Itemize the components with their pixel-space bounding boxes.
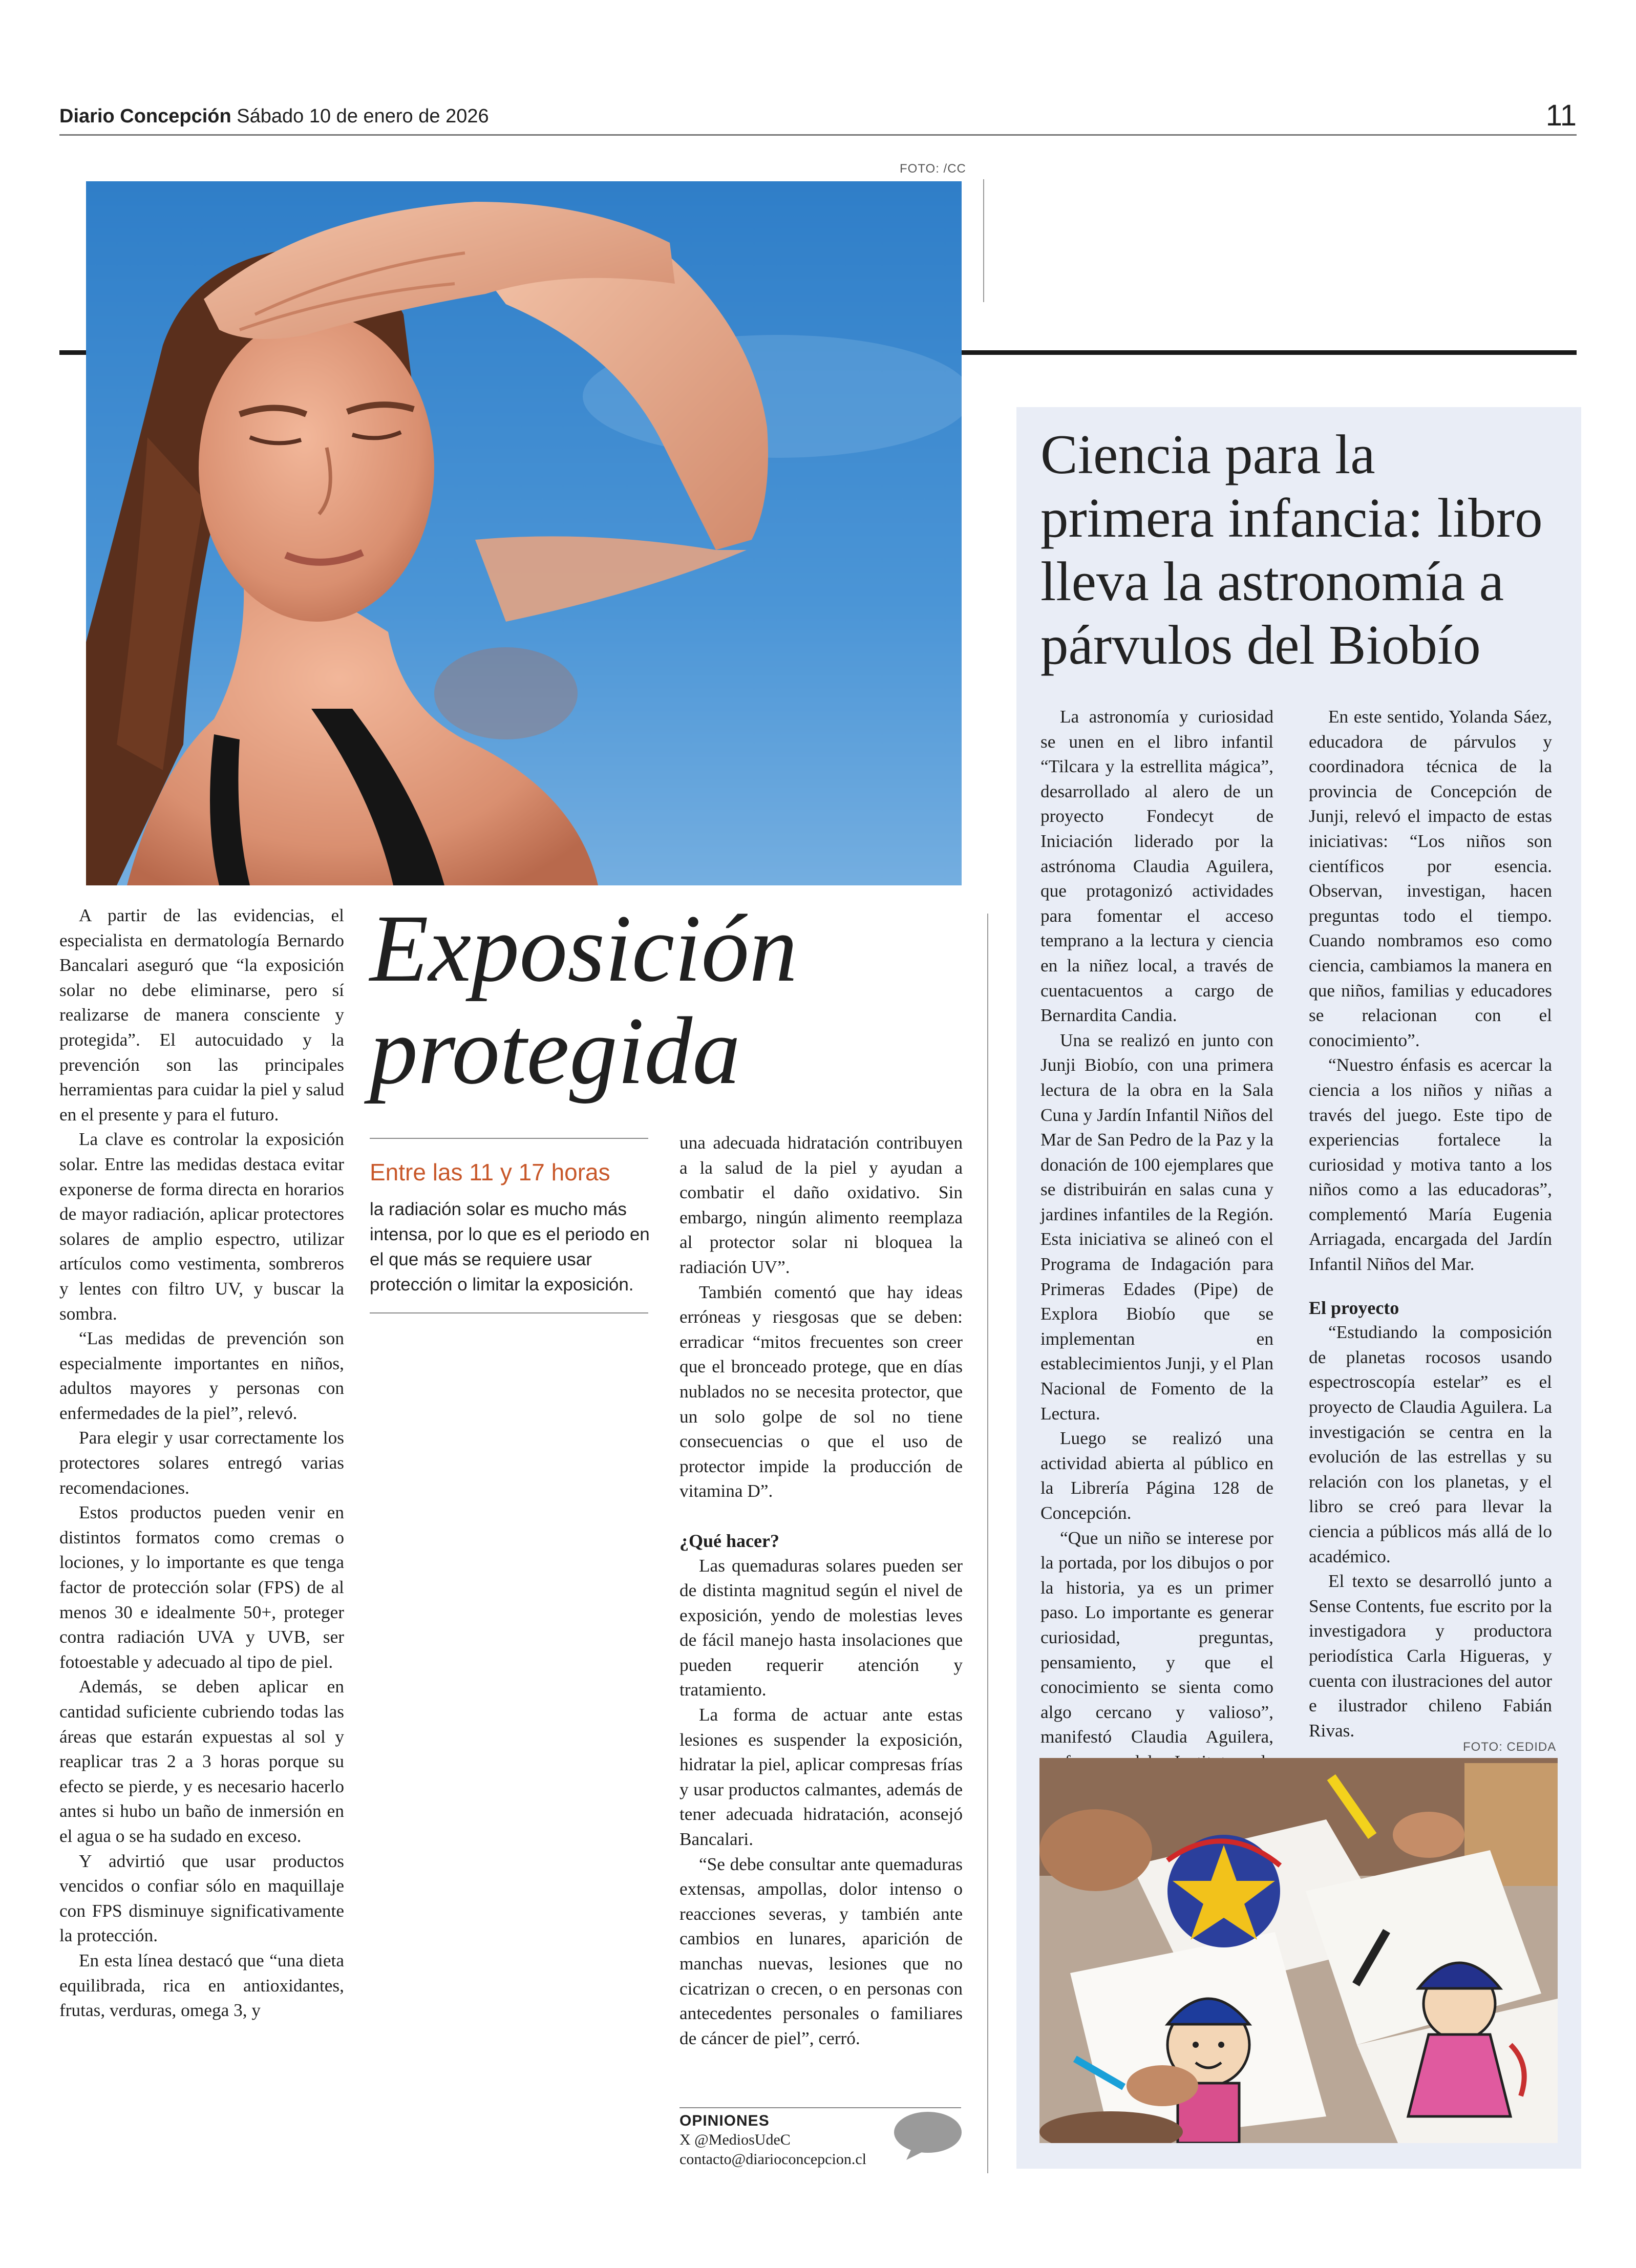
- speech-bubble-icon: [891, 2110, 963, 2164]
- sidebar-column-2: [1309, 705, 1552, 1743]
- masthead: [59, 105, 489, 128]
- sidebar-headline-line: párvulos del Biobío: [1040, 614, 1481, 676]
- paragraph: Estos productos pueden venir en distintos formatos como cremas o lociones, y lo importante es que tenga factor de protección solar (FPS) de al menos 30 e idealmente 50+, proteger contra radiación UVA y UVB, ser fotoestable y adecuado al tipo de piel.: [59, 1502, 344, 1672]
- sidebar-headline-line: lleva la astronomía a: [1040, 550, 1504, 612]
- paragraph: En este sentido, Yolanda Sáez, educadora de párvulos y coordinadora técnica de la provincia de Concepción de Junji, relevó el impacto de estas iniciativas: “Los niños son científicos por esencia. Observan, investigan, hacen preguntas todo el tiempo. Cuando nombramos eso como ciencia, cambiamos la manera en que niños, familias y educadores se relacionan con el conocimiento”.: [1309, 707, 1552, 1050]
- article-headline: [370, 897, 820, 1102]
- photo-credit-main: FOTO: /CC: [900, 162, 966, 176]
- opinions-email[interactable]: contacto@diarioconcepcion.cl: [679, 2151, 866, 2168]
- article-column-3: [679, 1131, 963, 2051]
- paragraph: “Las medidas de prevención son especialmente importantes en niños, adultos mayores y personas con enfermedades de la piel”, relevó.: [59, 1328, 344, 1423]
- issue-date: Sábado 10 de enero de 2026: [237, 105, 489, 127]
- paragraph: “Se debe consultar ante quemaduras extensas, ampollas, dolor intenso o reacciones severas, y también ante cambios en lunares, aparición de manchas nuevas, lesiones que no cicatrizan o crecen, o en personas con antecedentes personales o familiares de cáncer de piel”, cerró.: [679, 1854, 963, 2048]
- pull-quote-heading: Entre las 11 y 17 horas: [370, 1159, 610, 1185]
- article-column-1: [59, 903, 344, 2023]
- children-drawing-photo: [1039, 1758, 1558, 2143]
- opinions-rule: [679, 2107, 961, 2108]
- column-divider: [987, 914, 988, 2173]
- paragraph: Una se realizó en junto con Junji Biobío, con una primera lectura de la obra en la Sala Cuna y Jardín Infantil Niños del Mar de San Pedro de la Paz y la donación de 100 ejemplares que se distribuirán en salas cuna y jardines infantiles de la Región. Esta iniciativa se alineó con el Programa de Indagación para Primeras Edades (Pipe) de Explora Biobío que se implementan en establecimientos Junji, y el Plan Nacional de Fomento de la Lectura.: [1040, 1030, 1273, 1424]
- sidebar-headline: [1040, 423, 1573, 677]
- sidebar-headline-line: Ciencia para la: [1040, 423, 1375, 485]
- paragraph: Además, se deben aplicar en cantidad suficiente cubriendo todas las áreas que estarán expuestas al sol y reaplicar tras 2 a 3 horas porque su efecto se pierde, y es necesario hacerlo antes si hubo un baño de inmersión en el agua o se ha sudado en exceso.: [59, 1677, 344, 1846]
- paragraph: “Estudiando la composición de planetas rocosos usando espectroscopía estelar” es el proyecto de Claudia Aguilera. La investigación se centra en la evolución de las estrellas y su relación con los planetas, y el libro se creó para llevar la ciencia a públicos más allá de lo académico.: [1309, 1322, 1552, 1566]
- pull-quote-body: la radiación solar es mucho más intensa, por lo que es el periodo en el que más se requiere usar protección o limitar la exposición.: [370, 1199, 650, 1295]
- paragraph: una adecuada hidratación contribuyen a la salud de la piel y ayudan a combatir el daño oxidativo. Sin embargo, ningún alimento reemplaza al protector solar ni bloquea la radiación UV”.: [679, 1133, 963, 1277]
- paragraph: También comentó que hay ideas erróneas y riesgosas que se deben: erradicar “mitos frecuentes son creer que el bronceado protege, que en días nublados no se necesita protector, que un solo golpe de sol no tiene consecuencias o que el uso de protector impide la producción de vitamina D”.: [679, 1282, 963, 1501]
- pull-quote-rule-top: [370, 1138, 648, 1139]
- paragraph: A partir de las evidencias, el especialista en dermatología Bernardo Bancalari aseguró que “la exposición solar no debe eliminarse, pero sí realizarse de manera consciente y protegida”. El autocuidado y la prevención son las principales herramientas para cuidar la piel y salud en el presente y para el futuro.: [59, 905, 344, 1125]
- column-divider-top: [983, 179, 984, 302]
- section-rule-right: [962, 350, 1577, 355]
- paragraph: “Nuestro énfasis es acercar la ciencia a los niños y niñas a través del juego. Este tipo de experiencias fortalece la curiosidad y motiva tanto a los niños como a las educadoras”, complementó María Eugenia Arriagada, encargada del Jardín Infantil Niños del Mar.: [1309, 1055, 1552, 1275]
- paragraph: En esta línea destacó que “una dieta equilibrada, rica en antioxidantes, frutas, verduras, omega 3, y: [59, 1950, 344, 2021]
- subheading: ¿Qué hacer?: [679, 1530, 779, 1551]
- subheading: El proyecto: [1309, 1297, 1399, 1318]
- headline-line-1: Exposición: [370, 895, 798, 1002]
- paragraph: “Que un niño se interese por la portada, por los dibujos o por la historia, ya es un primer paso. Lo importante es generar curiosidad, preguntas, pensamiento, y que el conocimiento se sienta como algo cercano y valioso”, manifestó Claudia Aguilera,: [1040, 1528, 1273, 1747]
- opinions-label: OPINIONES: [679, 2112, 770, 2129]
- paragraph: Para elegir y usar correctamente los protectores solares entregó varias recomendaciones.: [59, 1428, 344, 1498]
- publication-name: Diario Concepción: [59, 105, 231, 127]
- headline-line-2: protegida: [370, 997, 741, 1104]
- paragraph: Las quemaduras solares pueden ser de distinta magnitud según el nivel de exposición, yendo de molestias leves de fácil manejo hasta insolaciones que pueden requerir atención y tratamiento.: [679, 1555, 963, 1700]
- sidebar-column-1: [1040, 705, 1273, 1825]
- photo-credit-sidebar: FOTO: CEDIDA: [1463, 1740, 1557, 1754]
- page-number: 11: [1545, 99, 1577, 132]
- sun-exposure-photo: [86, 181, 962, 885]
- paragraph: Luego se realizó una actividad abierta al público en la Librería Página 128 de Concepción.: [1040, 1428, 1273, 1523]
- sidebar-headline-line: primera infancia: libro: [1040, 487, 1543, 549]
- section-rule-left: [59, 350, 86, 355]
- header-divider: [59, 134, 1577, 136]
- paragraph: Y advirtió que usar productos vencidos o confiar sólo en maquillaje con FPS disminuye significativamente la protección.: [59, 1851, 344, 1946]
- opinions-x-handle[interactable]: X @MediosUdeC: [679, 2131, 791, 2148]
- paragraph: La astronomía y curiosidad se unen en el libro infantil “Tilcara y la estrellita mágica”, desarrollado al alero de un proyecto Fondecyt de Iniciación liderado por la astrónoma Claudia Aguilera, que protagonizó actividades para fomentar el acceso temprano a la lectura y ciencia en la niñez local, a través de cuentacuentos a cargo de Bernardita Candia.: [1040, 707, 1273, 1026]
- paragraph: La forma de actuar ante estas lesiones es suspender la exposición, hidratar la piel, aplicar compresas frías y usar productos calmantes, además de tener adecuada hidratación, aconsejó Bancalari.: [679, 1705, 963, 1850]
- paragraph: La clave es controlar la exposición solar. Entre las medidas destaca evitar exponerse de forma directa en horarios de mayor radiación, aplicar protectores solares de amplio espectro, utilizar artículos como vestimenta, sombreros y lentes con filtro UV, y buscar la sombra.: [59, 1129, 344, 1324]
- pull-quote-rule-bottom: [370, 1312, 648, 1313]
- paragraph: El texto se desarrolló junto a Sense Contents, fue escrito por la investigadora y productora periodística Carla Higueras, y cuenta con ilustraciones del autor e ilustrador chileno Fabián Rivas.: [1309, 1571, 1552, 1741]
